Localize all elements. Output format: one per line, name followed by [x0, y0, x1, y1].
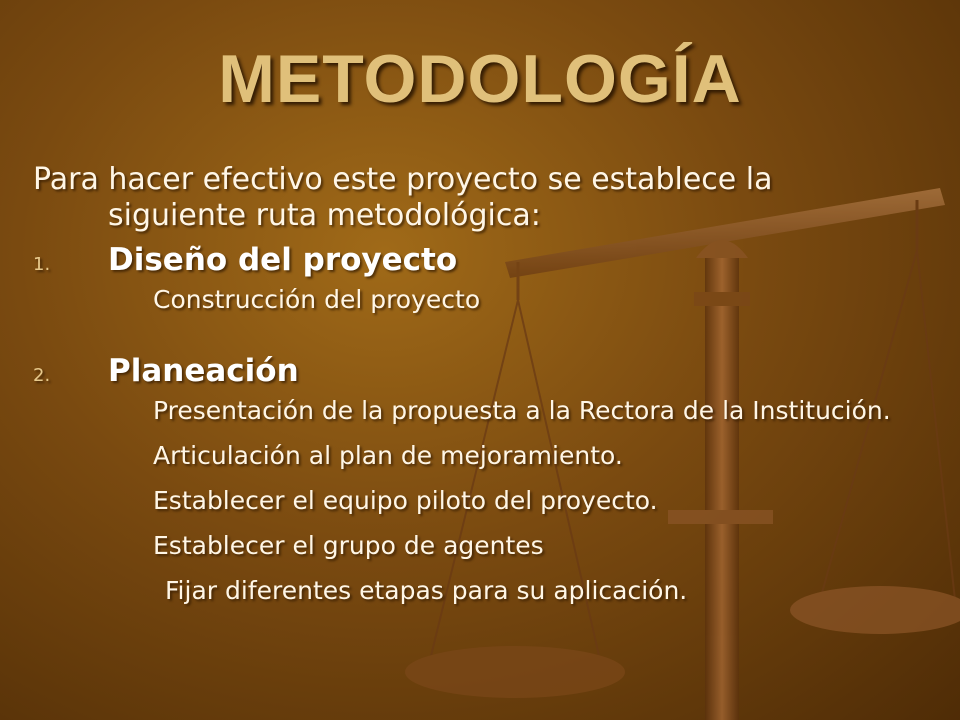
step-item: [33, 242, 913, 278]
step-subitem: Establecer el equipo piloto del proyecto.: [153, 486, 658, 515]
step-subitem: Construcción del proyecto: [153, 285, 481, 314]
step-title: Diseño del proyecto: [108, 242, 458, 278]
intro-text: Para hacer efectivo este proyecto se establece la siguiente ruta metodológica:: [33, 162, 773, 233]
step-subitem: Articulación al plan de mejoramiento.: [153, 441, 623, 470]
step-number: 2.: [33, 365, 51, 386]
step-subitem: Presentación de la propuesta a la Rectora de la Institución.: [153, 396, 891, 425]
step-subitem: Establecer el grupo de agentes: [153, 531, 544, 560]
step-item: [33, 353, 913, 389]
step-subitem: Fijar diferentes etapas para su aplicación.: [165, 576, 688, 605]
step-title: Planeación: [108, 353, 299, 389]
slide-title: METODOLOGÍA: [218, 41, 742, 117]
slide-body: [33, 162, 913, 606]
step-number: 1.: [33, 254, 51, 275]
